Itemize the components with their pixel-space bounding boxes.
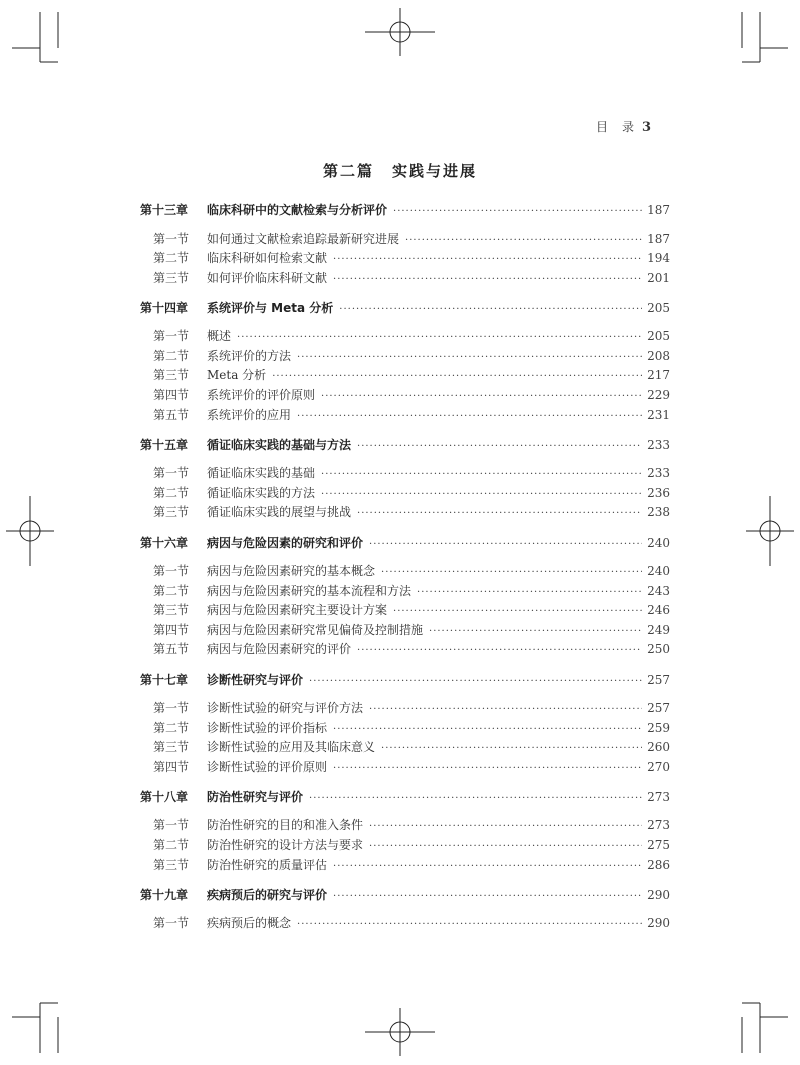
toc-section-label: 第四节 bbox=[153, 622, 190, 637]
toc-section[interactable] bbox=[140, 640, 670, 660]
page-number: 3 bbox=[642, 120, 652, 135]
toc-section-page: 229 bbox=[647, 388, 670, 403]
toc-chapter[interactable] bbox=[140, 787, 670, 807]
toc-section-page: 208 bbox=[647, 348, 670, 363]
crop-mark-bottom-right bbox=[742, 1003, 788, 1053]
leader-dots bbox=[333, 720, 642, 740]
toc-section-title: 疾病预后的概念 bbox=[207, 916, 292, 931]
toc-section-label: 第三节 bbox=[153, 740, 190, 755]
toc-section-page: 236 bbox=[647, 485, 670, 500]
toc-section-title: 循证临床实践的基础 bbox=[207, 466, 316, 481]
toc-section-label: 第二节 bbox=[153, 583, 190, 598]
toc-section-label: 第一节 bbox=[153, 916, 190, 931]
toc-section[interactable] bbox=[140, 249, 670, 269]
toc-section-page: 260 bbox=[647, 740, 670, 755]
toc-section-label: 第一节 bbox=[153, 231, 190, 246]
toc-section[interactable] bbox=[140, 582, 670, 602]
leader-dots bbox=[357, 504, 642, 524]
leader-dots bbox=[369, 535, 642, 555]
toc-chapter-page: 290 bbox=[647, 887, 670, 902]
toc-section-title: 系统评价的应用 bbox=[207, 407, 292, 422]
toc-chapter-label: 第十七章 bbox=[140, 672, 189, 687]
toc-chapter[interactable] bbox=[140, 885, 670, 905]
toc-section-label: 第三节 bbox=[153, 857, 190, 872]
toc-section-page: 249 bbox=[647, 622, 670, 637]
toc-chapter-title: 循证临床实践的基础与方法 bbox=[207, 437, 352, 452]
toc-section[interactable] bbox=[140, 719, 670, 739]
leader-dots bbox=[333, 250, 642, 270]
toc-chapter-title: 病因与危险因素的研究和评价 bbox=[207, 535, 364, 550]
toc-section-page: 290 bbox=[647, 916, 670, 931]
toc-section[interactable] bbox=[140, 327, 670, 347]
leader-dots bbox=[333, 887, 642, 907]
leader-dots bbox=[237, 328, 642, 348]
toc-section[interactable] bbox=[140, 347, 670, 367]
leader-dots bbox=[321, 387, 642, 407]
toc-section-page: 205 bbox=[647, 329, 670, 344]
toc-chapter-label: 第十八章 bbox=[140, 789, 189, 804]
toc-section[interactable] bbox=[140, 366, 670, 386]
table-of-contents bbox=[140, 200, 670, 934]
toc-section[interactable] bbox=[140, 562, 670, 582]
toc-section-page: 231 bbox=[647, 407, 670, 422]
toc-chapter-label: 第十九章 bbox=[140, 887, 189, 902]
toc-section[interactable] bbox=[140, 386, 670, 406]
registration-mark-top bbox=[365, 8, 435, 56]
toc-chapter-label: 第十六章 bbox=[140, 535, 189, 550]
toc-section-page: 286 bbox=[647, 857, 670, 872]
toc-section-title: 如何评价临床科研文献 bbox=[207, 270, 328, 285]
toc-section[interactable] bbox=[140, 758, 670, 778]
toc-section-label: 第三节 bbox=[153, 270, 190, 285]
leader-dots bbox=[321, 465, 642, 485]
leader-dots bbox=[297, 407, 642, 427]
toc-section-title: 诊断性试验的研究与评价方法 bbox=[207, 701, 364, 715]
toc-chapter-page: 233 bbox=[647, 437, 670, 452]
toc-chapter-page: 273 bbox=[647, 789, 670, 804]
toc-section-title: 概述 bbox=[207, 329, 232, 344]
toc-section-page: 233 bbox=[647, 466, 670, 481]
running-head-label: 录 bbox=[622, 120, 635, 134]
toc-chapter-page: 257 bbox=[647, 672, 670, 687]
toc-section[interactable] bbox=[140, 503, 670, 523]
leader-dots bbox=[381, 739, 642, 759]
toc-section[interactable] bbox=[140, 816, 670, 836]
registration-mark-left bbox=[6, 496, 54, 566]
toc-section-page: 275 bbox=[647, 837, 670, 852]
toc-section-label: 第三节 bbox=[153, 368, 190, 383]
toc-section[interactable] bbox=[140, 836, 670, 856]
toc-section-page: 194 bbox=[647, 251, 670, 266]
crop-mark-bottom-left bbox=[12, 1003, 58, 1053]
leader-dots bbox=[357, 437, 642, 457]
leader-dots bbox=[297, 348, 642, 368]
leader-dots bbox=[309, 789, 642, 809]
toc-chapter-title: 诊断性研究与评价 bbox=[207, 672, 304, 687]
toc-chapter-label: 第十四章 bbox=[140, 300, 189, 315]
toc-section-label: 第二节 bbox=[153, 720, 190, 735]
toc-section-label: 第四节 bbox=[153, 759, 190, 774]
running-head-label: 目 bbox=[596, 120, 609, 134]
leader-dots bbox=[393, 202, 642, 222]
toc-chapter-title: 防治性研究与评价 bbox=[207, 789, 304, 804]
toc-section-page: 250 bbox=[647, 642, 670, 657]
leader-dots bbox=[393, 602, 642, 622]
toc-section[interactable] bbox=[140, 269, 670, 289]
toc-section-label: 第二节 bbox=[153, 837, 190, 852]
toc-section-page: 187 bbox=[647, 231, 670, 246]
toc-section-title: 诊断性试验的评价指标 bbox=[207, 720, 328, 735]
leader-dots bbox=[297, 915, 642, 935]
toc-chapter-label: 第十五章 bbox=[140, 437, 189, 452]
toc-section-title: 诊断性试验的应用及其临床意义 bbox=[207, 740, 376, 755]
toc-section[interactable] bbox=[140, 914, 670, 934]
toc-section-title: 系统评价的评价原则 bbox=[207, 388, 316, 403]
toc-section-page: 243 bbox=[647, 583, 670, 598]
toc-section-label: 第一节 bbox=[153, 818, 190, 833]
toc-chapter-title: 系统评价与 Meta 分析 bbox=[207, 300, 334, 315]
toc-section-title: 诊断性试验的评价原则 bbox=[207, 759, 328, 774]
running-head bbox=[596, 118, 651, 135]
leader-dots bbox=[429, 622, 642, 642]
toc-section-label: 第二节 bbox=[153, 251, 190, 266]
toc-section-title: 防治性研究的目的和准入条件 bbox=[207, 818, 364, 833]
toc-chapter[interactable] bbox=[140, 298, 670, 318]
toc-section-page: 238 bbox=[647, 505, 670, 520]
toc-section-label: 第一节 bbox=[153, 701, 190, 715]
toc-chapter-page: 187 bbox=[647, 203, 670, 217]
leader-dots bbox=[333, 270, 642, 290]
toc-section-page: 201 bbox=[647, 270, 670, 285]
toc-chapter[interactable] bbox=[140, 533, 670, 553]
leader-dots bbox=[321, 485, 642, 505]
toc-section-label: 第五节 bbox=[153, 642, 190, 657]
toc-section[interactable] bbox=[140, 230, 670, 250]
toc-section-page: 240 bbox=[647, 564, 670, 579]
toc-section-label: 第二节 bbox=[153, 348, 190, 363]
toc-section-title: 病因与危险因素研究的基本概念 bbox=[207, 564, 376, 579]
toc-section-title: 病因与危险因素研究的评价 bbox=[207, 642, 352, 657]
crop-mark-top-right bbox=[742, 12, 788, 62]
part-number: 第二篇 bbox=[322, 162, 374, 180]
toc-chapter-title: 疾病预后的研究与评价 bbox=[207, 887, 328, 902]
toc-section-title: 病因与危险因素研究的基本流程和方法 bbox=[207, 583, 412, 598]
toc-section-title: 病因与危险因素研究常见偏倚及控制措施 bbox=[207, 622, 424, 637]
toc-chapter-page: 240 bbox=[647, 535, 670, 550]
part-name: 实践与进展 bbox=[392, 162, 478, 180]
leader-dots bbox=[272, 367, 642, 387]
toc-section-page: 246 bbox=[647, 603, 670, 618]
leader-dots bbox=[417, 583, 642, 603]
toc-section[interactable] bbox=[140, 464, 670, 484]
toc-section-title: 防治性研究的设计方法与要求 bbox=[207, 837, 364, 852]
toc-chapter[interactable] bbox=[140, 670, 670, 690]
toc-section-page: 273 bbox=[647, 818, 670, 833]
toc-chapter[interactable] bbox=[140, 200, 670, 220]
toc-section-title: Meta 分析 bbox=[207, 368, 267, 383]
toc-section-label: 第一节 bbox=[153, 564, 190, 579]
leader-dots bbox=[369, 817, 642, 837]
leader-dots bbox=[333, 857, 642, 877]
registration-mark-right bbox=[746, 496, 794, 566]
toc-section-title: 如何通过文献检索追踪最新研究进展 bbox=[207, 231, 400, 246]
toc-section-label: 第二节 bbox=[153, 485, 190, 500]
toc-section-label: 第三节 bbox=[153, 505, 190, 520]
crop-mark-top-left bbox=[12, 12, 58, 62]
toc-section-title: 防治性研究的质量评估 bbox=[207, 857, 328, 872]
toc-section[interactable] bbox=[140, 621, 670, 641]
toc-section-title: 临床科研如何检索文献 bbox=[207, 251, 328, 266]
toc-section[interactable] bbox=[140, 856, 670, 876]
toc-section-page: 257 bbox=[647, 701, 670, 715]
leader-dots bbox=[405, 231, 642, 251]
toc-section[interactable] bbox=[140, 699, 670, 719]
toc-chapter-page: 205 bbox=[647, 300, 670, 315]
toc-section[interactable] bbox=[140, 601, 670, 621]
toc-section-page: 270 bbox=[647, 759, 670, 774]
toc-section-title: 循证临床实践的方法 bbox=[207, 485, 316, 500]
leader-dots bbox=[339, 300, 642, 320]
toc-section[interactable] bbox=[140, 484, 670, 504]
toc-section-page: 259 bbox=[647, 720, 670, 735]
toc-section-label: 第四节 bbox=[153, 388, 190, 403]
leader-dots bbox=[369, 700, 642, 720]
toc-chapter[interactable] bbox=[140, 435, 670, 455]
toc-section-title: 系统评价的方法 bbox=[207, 348, 292, 363]
toc-section[interactable] bbox=[140, 406, 670, 426]
toc-section[interactable] bbox=[140, 738, 670, 758]
toc-section-label: 第五节 bbox=[153, 407, 190, 422]
leader-dots bbox=[357, 641, 642, 661]
leader-dots bbox=[333, 759, 642, 779]
leader-dots bbox=[369, 837, 642, 857]
toc-section-label: 第一节 bbox=[153, 466, 190, 481]
toc-chapter-title: 临床科研中的文献检索与分析评价 bbox=[207, 203, 388, 217]
leader-dots bbox=[381, 563, 642, 583]
toc-section-label: 第三节 bbox=[153, 603, 190, 618]
toc-chapter-label: 第十三章 bbox=[140, 203, 189, 217]
part-title bbox=[0, 160, 800, 181]
leader-dots bbox=[309, 672, 642, 692]
toc-section-page: 217 bbox=[647, 368, 670, 383]
toc-section-title: 病因与危险因素研究主要设计方案 bbox=[207, 603, 388, 618]
registration-mark-bottom bbox=[365, 1008, 435, 1056]
toc-section-label: 第一节 bbox=[153, 329, 190, 344]
toc-section-title: 循证临床实践的展望与挑战 bbox=[207, 505, 352, 520]
